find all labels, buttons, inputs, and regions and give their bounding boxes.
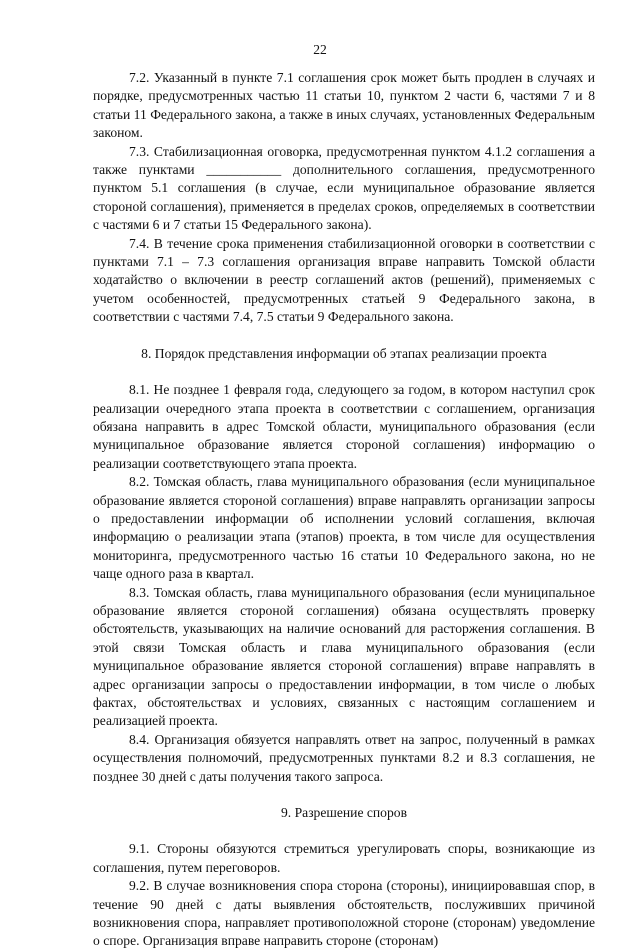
- paragraph-7-2: 7.2. Указанный в пункте 7.1 соглашения срок может быть продлен в случаях и порядке, предусмотренных частью 11 статьи 10, пунктом 2 части 6, частями 7 и 8 статьи 11 Федерального закона, а также в иных случаях, установленных Федеральным законом.: [93, 70, 595, 141]
- paragraph-7-3: 7.3. Стабилизационная оговорка, предусмотренная пунктом 4.1.2 соглашения а также пунктами ___________ дополнительного соглашения, предусмотренного пунктом 5.1 соглашения (в случае, если муниципальное образование является стороной соглашения), применяется в пределах сроков, определяемых в соответствии с частями 6 и 7 статьи 15 Федерального закона).: [93, 143, 595, 233]
- paragraph-8-3: 8.3. Томская область, глава муниципального образования (если муниципальное образование является стороной соглашения) обязана осуществлять проверку обстоятельств, указывающих на наличие оснований для расторжения соглашения. В этой связи Томская область и глава муниципального образования (если муниципальное образование является стороной соглашения) вправе направлять в адрес организации запросы о предоставлении информации, в том числе о любых фактах, обстоятельствах и условиях, связанных с настоящим соглашением и реализацией проекта.: [93, 584, 595, 729]
- document-body: [93, 69, 595, 951]
- paragraph-8-2: 8.2. Томская область, глава муниципального образования (если муниципальное образование является стороной соглашения) вправе направлять организации запросы о предоставлении информации об исполнении условий соглашения, включая информацию о реализации этапа (этапов) проекта, в том числе для осуществления мониторинга, предусмотренного частью 16 статьи 10 Федерального закона, но не чаще одного раза в квартал.: [93, 474, 595, 582]
- page-number: 22: [313, 42, 327, 57]
- section-9-heading: 9. Разрешение споров: [281, 805, 407, 821]
- paragraph-8-4: 8.4. Организация обязуется направлять ответ на запрос, полученный в рамках осуществления полномочий, предусмотренных пунктами 8.2 и 8.3 соглашения, не позднее 30 дней с даты получения такого запроса.: [93, 731, 595, 784]
- paragraph-8-1: 8.1. Не позднее 1 февраля года, следующего за годом, в котором наступил срок реализации очередного этапа проекта в соответствии с соглашением, организация обязана направить в адрес Томской области, муниципального образования (если муниципальное образование является стороной соглашения) информацию о реализации соответствующего этапа проекта.: [93, 382, 595, 471]
- section-8-heading: 8. Порядок представления информации об этапах реализации проекта: [141, 345, 547, 361]
- paragraph-9-1: 9.1. Стороны обязуются стремиться урегулировать споры, возникающие из соглашения, путем переговоров.: [93, 841, 595, 875]
- section-spacer: [93, 822, 595, 840]
- section-spacer: [93, 786, 595, 804]
- section-spacer: [93, 363, 595, 381]
- section-spacer: [93, 327, 595, 345]
- paragraph-9-2: 9.2. В случае возникновения спора сторона (стороны), инициировавшая спор, в течение 90 дней с даты выявления обстоятельств, послуживших причиной возникновения спора, направляет противоположной стороне (сторонам) уведомление о споре. Организация вправе направить стороне (сторонам): [93, 878, 595, 949]
- paragraph-7-4: 7.4. В течение срока применения стабилизационной оговорки в соответствии с пунктами 7.1 – 7.3 соглашения организация вправе направить Томской области ходатайство о включении в реестр соглашений актов (решений), применяемых с учетом особенностей, предусмотренных статьей 9 Федерального закона, в соответствии с частями 7.4, 7.5 статьи 9 Федерального закона.: [93, 235, 595, 325]
